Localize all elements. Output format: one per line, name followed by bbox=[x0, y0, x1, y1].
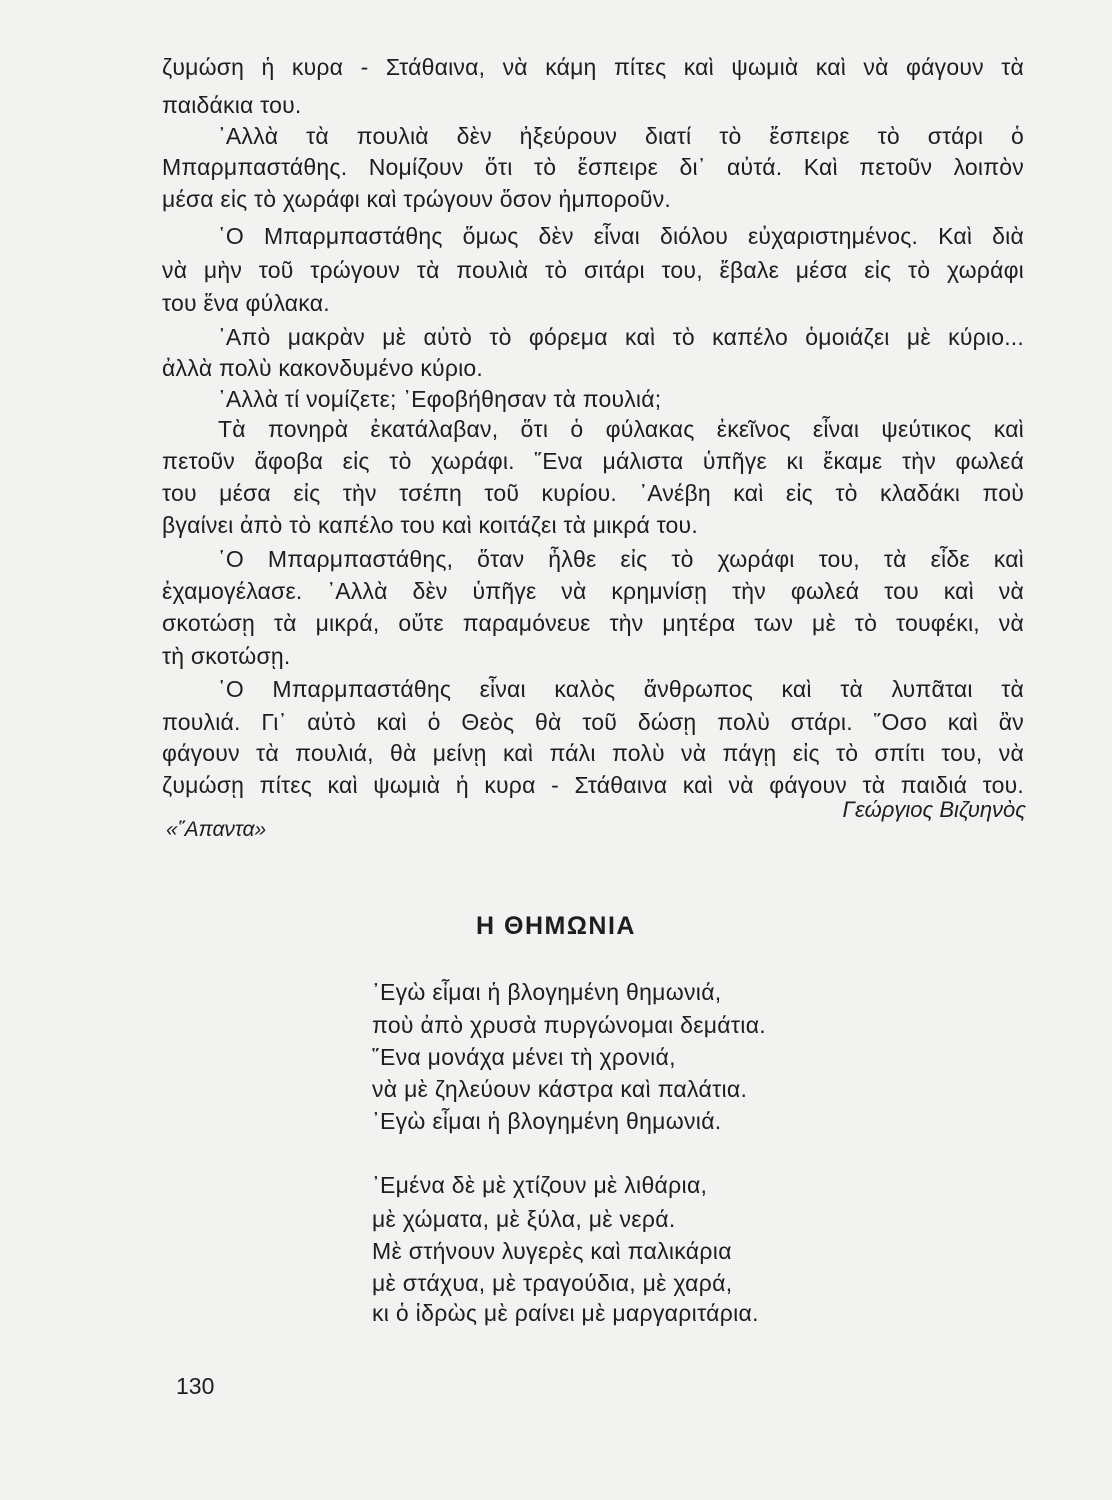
poem-line: μὲ στάχυα, μὲ τραγούδια, μὲ χαρά, bbox=[372, 1270, 733, 1296]
prose-line: Τὰ πονηρὰ ἐκατάλαβαν, ὅτι ὁ φύλακας ἐκεῖνος εἶναι ψεύτικος καὶ bbox=[218, 416, 1024, 442]
poem-line: ᾿Εγὼ εἶμαι ἡ βλογημένη θημωνιά. bbox=[372, 1108, 722, 1134]
prose-line: του μέσα εἰς τὴν τσέπη τοῦ κυρίου. ᾿Ανέβη καὶ εἰς τὸ κλαδάκι ποὺ bbox=[162, 480, 1024, 506]
poem-line: ᾿Εμένα δὲ μὲ χτίζουν μὲ λιθάρια, bbox=[372, 1172, 708, 1198]
poem-line: ᾿Εγὼ εἶμαι ἡ βλογημένη θημωνιά, bbox=[372, 979, 722, 1005]
poem-line: Μὲ στήνουν λυγερὲς καὶ παλικάρια bbox=[372, 1238, 732, 1264]
prose-line: ῾Ο Μπαρμπαστάθης εἶναι καλὸς ἄνθρωπος καὶ τὰ λυπᾶται τὰ bbox=[218, 676, 1024, 702]
prose-line: ζυμώση ἡ κυρα - Στάθαινα, νὰ κάμη πίτες καὶ ψωμιὰ καὶ νὰ φάγουν τὰ bbox=[162, 54, 1024, 80]
prose-line: ἀλλὰ πολὺ κακονδυμένο κύριο. bbox=[162, 355, 483, 381]
prose-line: ᾿Αλλὰ τὰ πουλιὰ δὲν ἠξεύρουν διατί τὸ ἔσπειρε τὸ στάρι ὁ bbox=[218, 123, 1024, 149]
poem-line: νὰ μὲ ζηλεύουν κάστρα καὶ παλάτια. bbox=[372, 1076, 748, 1102]
prose-line: παιδάκια του. bbox=[162, 92, 302, 118]
source-title: «῞Απαντα» bbox=[166, 818, 267, 841]
poem-title: Η ΘΗΜΩΝΙΑ bbox=[476, 912, 636, 940]
poem-line: μὲ χώματα, μὲ ξύλα, μὲ νερά. bbox=[372, 1206, 676, 1232]
prose-line: ᾿Αλλὰ τί νομίζετε; ᾿Εφοβήθησαν τὰ πουλιά; bbox=[218, 386, 662, 412]
page-number: 130 bbox=[176, 1373, 215, 1399]
poem-line: κι ὁ ἱδρὼς μὲ ραίνει μὲ μαργαριτάρια. bbox=[372, 1300, 759, 1326]
prose-line: ζυμώσῃ πίτες καὶ ψωμιὰ ἡ κυρα - Στάθαινα καὶ νὰ φάγουν τὰ παιδιά του. bbox=[162, 772, 1024, 798]
prose-line: φάγουν τὰ πουλιά, θὰ μείνῃ καὶ πάλι πολὺ νὰ πάγῃ εἰς τὸ σπίτι του, νὰ bbox=[162, 740, 1024, 766]
prose-line: πετοῦν ἄφοβα εἰς τὸ χωράφι. ῞Ενα μάλιστα ὑπῆγε κι ἔκαμε τὴν φωλεά bbox=[162, 448, 1024, 474]
prose-line: τὴ σκοτώσῃ. bbox=[162, 643, 291, 669]
prose-line: πουλιά. Γι᾿ αὐτὸ καὶ ὁ Θεὸς θὰ τοῦ δώσῃ πολὺ στάρι. ῞Οσο καὶ ἂν bbox=[162, 709, 1024, 735]
poem-line: ποὺ ἀπὸ χρυσὰ πυργώνομαι δεμάτια. bbox=[372, 1012, 766, 1038]
prose-line: ῾Ο Μπαρμπαστάθης ὅμως δὲν εἶναι διόλου εὐχαριστημένος. Καὶ διὰ bbox=[218, 223, 1024, 249]
prose-line: ἐχαμογέλασε. ᾿Αλλὰ δὲν ὑπῆγε νὰ κρημνίσῃ τὴν φωλεά του καὶ νὰ bbox=[162, 578, 1024, 604]
author-name: Γεώργιος Βιζυηνὸς bbox=[842, 797, 1026, 822]
prose-line: βγαίνει ἀπὸ τὸ καπέλο του καὶ κοιτάζει τὰ μικρά του. bbox=[162, 512, 698, 538]
poem-line: ῞Ενα μονάχα μένει τὴ χρονιά, bbox=[372, 1044, 676, 1070]
prose-line: του ἕνα φύλακα. bbox=[162, 290, 330, 316]
prose-line: σκοτώσῃ τὰ μικρά, οὔτε παραμόνευε τὴν μητέρα των μὲ τὸ τουφέκι, νὰ bbox=[162, 610, 1024, 636]
prose-line: μέσα εἰς τὸ χωράφι καὶ τρώγουν ὅσον ἠμποροῦν. bbox=[162, 186, 671, 212]
prose-line: Μπαρμπαστάθης. Νομίζουν ὅτι τὸ ἔσπειρε δι᾿ αὐτά. Καὶ πετοῦν λοιπὸν bbox=[162, 154, 1024, 180]
prose-line: νὰ μὴν τοῦ τρώγουν τὰ πουλιὰ τὸ σιτάρι του, ἔβαλε μέσα εἰς τὸ χωράφι bbox=[162, 257, 1024, 283]
prose-line: ᾿Απὸ μακρὰν μὲ αὐτὸ τὸ φόρεμα καὶ τὸ καπέλο ὁμοιάζει μὲ κύριο... bbox=[218, 324, 1024, 350]
prose-line: ῾Ο Μπαρμπαστάθης, ὅταν ἦλθε εἰς τὸ χωράφι του, τὰ εἶδε καὶ bbox=[218, 546, 1024, 572]
